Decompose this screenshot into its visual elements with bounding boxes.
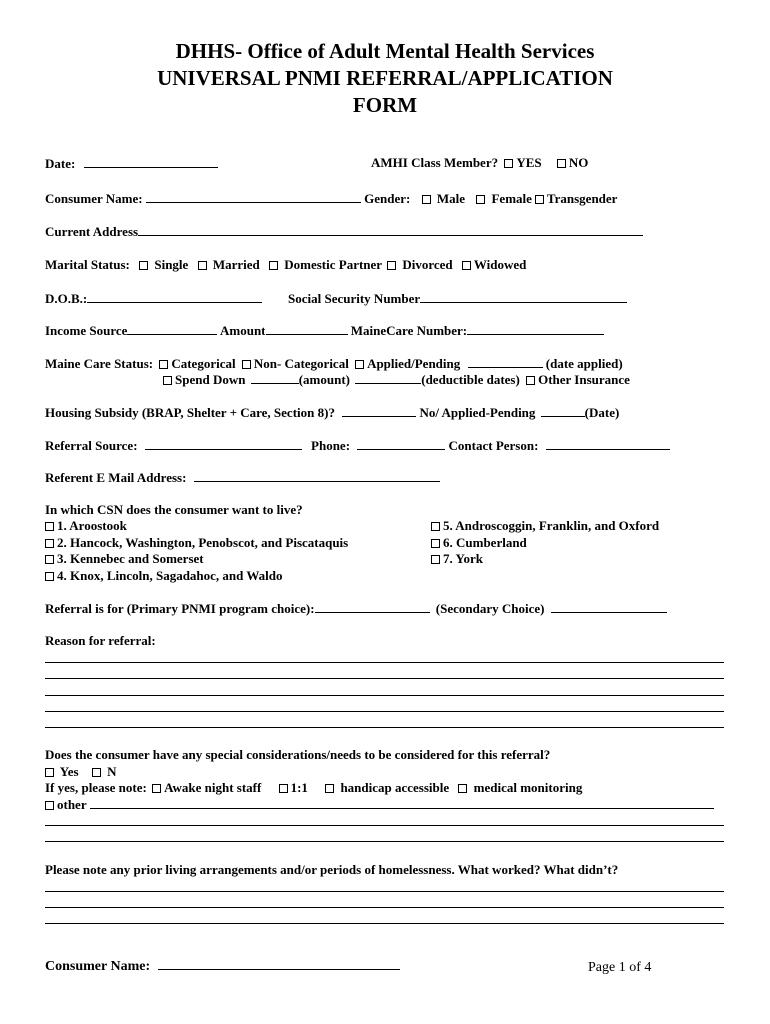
csn-option-3-label: 3. Kennebec and Somerset (57, 551, 204, 566)
other-insurance-checkbox[interactable] (526, 376, 535, 385)
csn-option-7 (431, 551, 483, 567)
if-yes-label: If yes, please note: (45, 780, 147, 795)
referral-source-field[interactable] (145, 437, 302, 450)
current-address-label: Current Address (45, 224, 139, 239)
reason-label: Reason for referral: (45, 633, 156, 648)
ssn-field[interactable] (420, 290, 627, 303)
referral-source-label: Referral Source: (45, 438, 138, 453)
medical-monitoring-label: medical monitoring (473, 780, 583, 795)
other-insurance-label: Other Insurance (538, 372, 630, 387)
primary-choice-field[interactable] (315, 600, 430, 613)
awake-night-staff-checkbox[interactable] (152, 784, 161, 793)
deductible-dates-field[interactable] (355, 371, 421, 384)
referral-for-row (45, 600, 667, 617)
amhi-yes-checkbox[interactable] (504, 159, 513, 168)
income-source-field[interactable] (127, 322, 217, 335)
ssn-row (288, 290, 627, 307)
amhi-row (371, 155, 588, 171)
contact-person-label: Contact Person: (448, 438, 539, 453)
reason-line-4[interactable] (45, 711, 724, 712)
secondary-choice-field[interactable] (551, 600, 667, 613)
marital-widowed-label: Widowed (473, 257, 527, 272)
date-label: Date: (45, 156, 76, 171)
reason-line-3[interactable] (45, 695, 724, 696)
reason-line-5[interactable] (45, 727, 724, 728)
csn-question: In which CSN does the consumer want to live? (45, 502, 303, 517)
special-other-field[interactable] (90, 796, 714, 809)
date-applied-label: (date applied) (545, 356, 623, 371)
awake-night-staff-label: Awake night staff (164, 780, 262, 795)
special-line-1[interactable] (45, 825, 724, 826)
csn-option-6-label: 6. Cumberland (443, 535, 527, 550)
prior-living-line-2[interactable] (45, 907, 724, 908)
marital-single-checkbox[interactable] (139, 261, 148, 270)
prior-living-line-1[interactable] (45, 891, 724, 892)
csn-option-3 (45, 551, 204, 567)
referent-email-label: Referent E Mail Address: (45, 470, 187, 485)
referent-email-row (45, 469, 440, 486)
special-no-checkbox[interactable] (92, 768, 101, 777)
csn-option-2-label: 2. Hancock, Washington, Penobscot, and Piscataquis (57, 535, 349, 550)
footer-consumer-name-row (45, 957, 400, 975)
csn-option-4-checkbox[interactable] (45, 572, 54, 581)
ssn-label: Social Security Number (288, 291, 421, 306)
gender-male-label: Male (436, 191, 465, 206)
housing-subsidy-row (45, 404, 619, 421)
primary-choice-label: Referral is for (Primary PNMI program choice): (45, 601, 315, 616)
contact-person-field[interactable] (546, 437, 670, 450)
footer-consumer-name-label: Consumer Name: (45, 959, 151, 974)
gender-male-checkbox[interactable] (422, 195, 431, 204)
housing-subsidy-field[interactable] (342, 404, 416, 417)
mainecare-number-label: MaineCare Number: (350, 323, 468, 338)
income-source-label: Income Source (45, 323, 128, 338)
reason-line-2[interactable] (45, 678, 724, 679)
one-to-one-label: 1:1 (290, 780, 308, 795)
csn-option-5-label: 5. Androscoggin, Franklin, and Oxford (443, 518, 660, 533)
csn-option-4-label: 4. Knox, Lincoln, Sagadahoc, and Waldo (57, 568, 283, 583)
footer-consumer-name-field[interactable] (158, 957, 400, 970)
csn-option-2 (45, 535, 348, 551)
csn-option-1 (45, 518, 127, 534)
handicap-accessible-checkbox[interactable] (325, 784, 334, 793)
amount-label: Amount (220, 323, 266, 338)
categorical-checkbox[interactable] (159, 360, 168, 369)
csn-option-5 (431, 518, 659, 534)
spend-down-amount-label: (amount) (298, 372, 350, 387)
csn-option-2-checkbox[interactable] (45, 539, 54, 548)
amhi-label: AMHI Class Member? (371, 155, 499, 170)
amount-field[interactable] (266, 322, 348, 335)
marital-married-checkbox[interactable] (198, 261, 207, 270)
spend-down-amount-field[interactable] (251, 371, 299, 384)
dob-label: D.O.B.: (45, 291, 88, 306)
gender-transgender-checkbox[interactable] (535, 195, 544, 204)
csn-option-6-checkbox[interactable] (431, 539, 440, 548)
mainecare-number-field[interactable] (467, 322, 604, 335)
handicap-accessible-label: handicap accessible (340, 780, 450, 795)
marital-domestic-partner-label: Domestic Partner (284, 257, 382, 272)
non-categorical-label: Non- Categorical (253, 356, 349, 371)
housing-applied-pending-label: No/ Applied-Pending (419, 405, 536, 420)
special-yes-checkbox[interactable] (45, 768, 54, 777)
special-considerations-question: Does the consumer have any special considerations/needs to be considered for this referral? (45, 747, 551, 762)
special-no-label: N (107, 764, 117, 779)
marital-domestic-partner-checkbox[interactable] (269, 261, 278, 270)
date-row (45, 155, 218, 172)
amhi-no-checkbox[interactable] (557, 159, 566, 168)
maine-care-status-label: Maine Care Status: (45, 356, 154, 371)
gender-female-label: Female (491, 191, 532, 206)
phone-label: Phone: (311, 438, 351, 453)
special-yes-label: Yes (59, 764, 79, 779)
housing-date-field[interactable] (541, 404, 585, 417)
marital-divorced-checkbox[interactable] (387, 261, 396, 270)
marital-single-label: Single (154, 257, 189, 272)
csn-option-3-checkbox[interactable] (45, 555, 54, 564)
csn-option-7-label: 7. York (443, 551, 483, 566)
deductible-dates-label: (deductible dates) (421, 372, 520, 387)
special-yes-no-row (45, 764, 116, 780)
csn-option-1-checkbox[interactable] (45, 522, 54, 531)
housing-subsidy-label: Housing Subsidy (BRAP, Shelter + Care, Section 8)? (45, 405, 335, 420)
prior-living-question: Please note any prior living arrangements and/or periods of homelessness. What worked? What didn’t? (45, 862, 619, 877)
non-categorical-checkbox[interactable] (242, 360, 251, 369)
income-row (45, 322, 604, 339)
dob-field[interactable] (87, 290, 262, 303)
current-address-row (45, 223, 643, 240)
marital-divorced-label: Divorced (402, 257, 453, 272)
csn-option-5-checkbox[interactable] (431, 522, 440, 531)
maine-care-status-row (45, 355, 623, 372)
reason-line-1[interactable] (45, 662, 724, 663)
gender-label: Gender: (364, 191, 411, 206)
medical-monitoring-checkbox[interactable] (458, 784, 467, 793)
csn-option-1-label: 1. Aroostook (57, 518, 127, 533)
page-number: Page 1 of 4 (588, 960, 652, 975)
consumer-name-label: Consumer Name: (45, 191, 143, 206)
special-line-2[interactable] (45, 841, 724, 842)
referent-email-field[interactable] (194, 469, 440, 482)
special-other-label: other (57, 797, 87, 812)
one-to-one-checkbox[interactable] (279, 784, 288, 793)
gender-transgender-label: Transgender (546, 191, 618, 206)
marital-status-row (45, 257, 526, 273)
date-field[interactable] (84, 155, 218, 168)
csn-option-4 (45, 568, 283, 584)
current-address-field[interactable] (138, 223, 643, 236)
prior-living-line-3[interactable] (45, 923, 724, 924)
form-title-line-1: DHHS- Office of Adult Mental Health Services (175, 39, 595, 63)
form-title-line-3: FORM (352, 93, 418, 117)
spend-down-row (163, 371, 630, 388)
secondary-choice-label: (Secondary Choice) (435, 601, 545, 616)
consumer-name-field[interactable] (146, 190, 361, 203)
csn-option-7-checkbox[interactable] (431, 555, 440, 564)
amhi-no-label: NO (568, 155, 589, 170)
phone-field[interactable] (357, 437, 445, 450)
special-options-row (45, 780, 582, 796)
dob-row (45, 290, 262, 307)
referral-source-row (45, 437, 670, 454)
amhi-yes-label: YES (516, 155, 542, 170)
gender-female-checkbox[interactable] (476, 195, 485, 204)
applied-pending-checkbox[interactable] (355, 360, 364, 369)
consumer-name-row (45, 190, 617, 207)
form-title-line-2: UNIVERSAL PNMI REFERRAL/APPLICATION (157, 66, 613, 90)
marital-widowed-checkbox[interactable] (462, 261, 471, 270)
applied-pending-label: Applied/Pending (367, 356, 461, 371)
marital-status-label: Marital Status: (45, 257, 130, 272)
marital-married-label: Married (212, 257, 260, 272)
special-other-checkbox[interactable] (45, 801, 54, 810)
special-other-row (45, 796, 714, 813)
spend-down-checkbox[interactable] (163, 376, 172, 385)
categorical-label: Categorical (171, 356, 236, 371)
spend-down-label: Spend Down (175, 372, 246, 387)
csn-option-6 (431, 535, 527, 551)
housing-date-label: (Date) (584, 405, 620, 420)
date-applied-field[interactable] (468, 355, 543, 368)
